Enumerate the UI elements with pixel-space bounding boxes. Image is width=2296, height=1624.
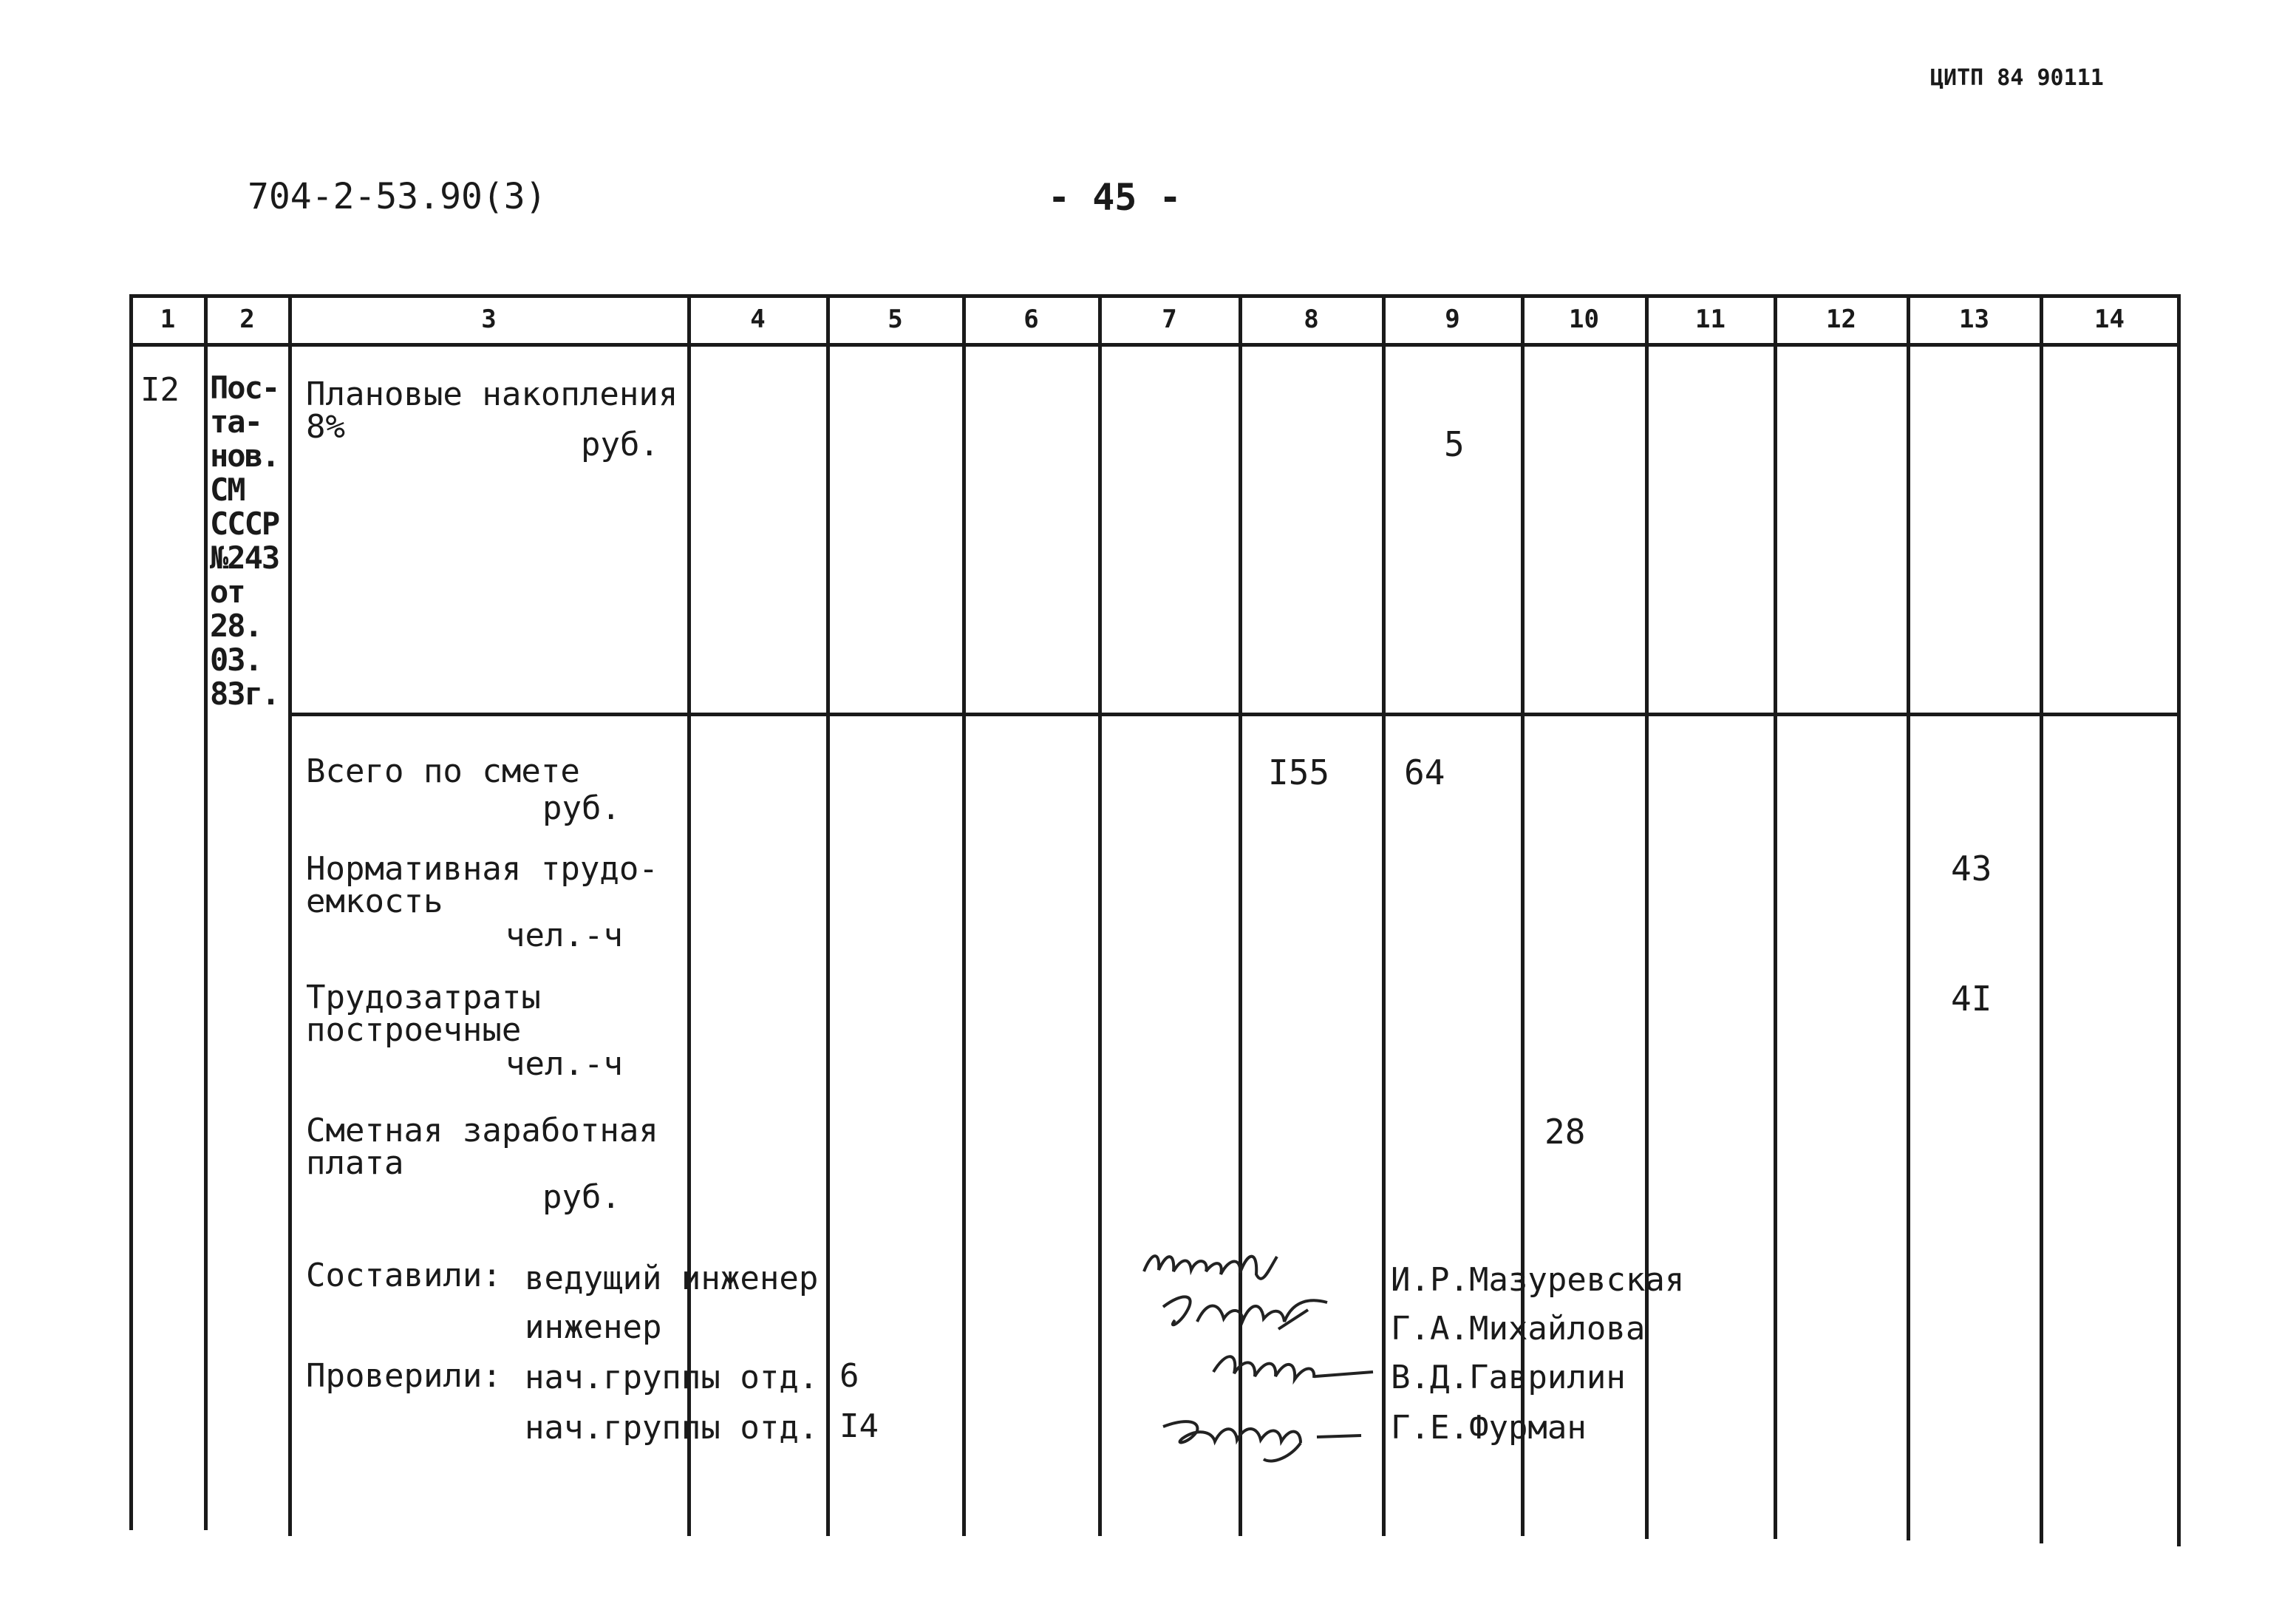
regulation-line: 03. <box>210 642 262 678</box>
regulation-line: та- <box>210 404 262 440</box>
column-number: 10 <box>1569 305 1599 334</box>
regulation-line: от <box>210 574 245 610</box>
normative-labor-label-2: емкость <box>306 883 443 920</box>
planned-savings-percent: 8% <box>306 408 345 446</box>
estimated-wage-label-2: плата <box>306 1144 404 1182</box>
column-number: 12 <box>1826 305 1856 334</box>
compiled-role-engineer: инженер <box>525 1308 662 1346</box>
regulation-line: СССР <box>210 506 279 542</box>
row1-bottom-border <box>290 713 2181 716</box>
construction-labor-label-2: построечные <box>306 1011 522 1049</box>
col-divider-12 <box>1907 294 1910 1540</box>
construction-labor-label: Трудозатраты <box>306 979 541 1016</box>
total-col9: 64 <box>1404 752 1445 792</box>
planned-savings-col9: 5 <box>1444 424 1465 464</box>
compiled-by-label: Составили: <box>306 1257 502 1294</box>
column-number: 7 <box>1162 305 1177 334</box>
regulation-line: №243 <box>210 540 279 576</box>
regulation-line: нов. <box>210 438 279 474</box>
table-right-border <box>2177 294 2181 1546</box>
handwritten-signature-2 <box>1153 1277 1345 1344</box>
compiled-role-lead-engineer: ведущий инженер <box>525 1260 819 1297</box>
signatory-name-4: Г.Е.Фурман <box>1391 1409 1587 1447</box>
checked-by-label: Проверили: <box>306 1357 502 1395</box>
normative-labor-label: Нормативная трудо- <box>306 850 658 888</box>
total-unit: руб. <box>542 789 621 827</box>
column-number: 11 <box>1695 305 1726 334</box>
table-top-border <box>129 294 2181 298</box>
planned-savings-unit: руб. <box>581 426 659 463</box>
regulation-line: 28. <box>210 608 262 644</box>
checked-dept-2: I4 <box>839 1407 879 1445</box>
header-row-border <box>129 343 2181 347</box>
column-number: 14 <box>2094 305 2125 334</box>
regulation-line: Пос- <box>210 370 279 406</box>
col-divider-1 <box>204 294 208 1530</box>
estimated-wage-label: Сметная заработная <box>306 1112 658 1149</box>
column-number: 1 <box>160 305 176 334</box>
archive-code: ЦИТП 84 90111 <box>1930 65 2104 91</box>
total-label: Всего по смете <box>306 752 580 790</box>
signatory-name-1: И.Р.Мазуревская <box>1391 1261 1685 1299</box>
checked-dept-1: 6 <box>839 1357 859 1395</box>
handwritten-signature-4 <box>1153 1394 1374 1475</box>
col-divider-4 <box>826 294 830 1536</box>
col-divider-8 <box>1382 294 1386 1536</box>
page-number: - 45 - <box>1048 176 1182 219</box>
normative-labor-col13: 43 <box>1951 849 1992 889</box>
column-number: 13 <box>1959 305 1989 334</box>
planned-savings-label: Плановые накопления <box>306 376 678 413</box>
regulation-line: 83г. <box>210 676 279 712</box>
row-number: I2 <box>140 371 180 409</box>
col-divider-10 <box>1645 294 1649 1539</box>
total-col8: I55 <box>1268 752 1330 792</box>
document-number: 704-2-53.90(3) <box>248 176 547 217</box>
handwritten-signature-3 <box>1205 1335 1382 1394</box>
construction-labor-unit: чел.-ч <box>505 1045 623 1083</box>
column-number: 5 <box>888 305 903 334</box>
construction-labor-col13: 4I <box>1951 979 1992 1019</box>
estimated-wage-col10: 28 <box>1544 1112 1586 1152</box>
estimated-wage-unit: руб. <box>542 1178 621 1216</box>
col-divider-13 <box>2040 294 2043 1543</box>
table-left-border <box>129 294 133 1530</box>
normative-labor-unit: чел.-ч <box>505 917 623 954</box>
signatory-name-2: Г.А.Михайлова <box>1391 1310 1646 1348</box>
signatory-name-3: В.Д.Гаврилин <box>1391 1359 1626 1396</box>
column-number: 3 <box>481 305 497 334</box>
column-number: 9 <box>1445 305 1460 334</box>
column-number: 2 <box>239 305 255 334</box>
col-divider-9 <box>1521 294 1525 1536</box>
col-divider-11 <box>1774 294 1777 1539</box>
regulation-line: СМ <box>210 472 245 508</box>
column-number: 6 <box>1023 305 1039 334</box>
col-divider-5 <box>962 294 966 1536</box>
column-number: 4 <box>750 305 766 334</box>
checked-role-group-head-2: нач.группы отд. <box>525 1409 819 1447</box>
col-divider-6 <box>1098 294 1102 1536</box>
regulation-reference <box>210 371 291 711</box>
column-number: 8 <box>1304 305 1319 334</box>
checked-role-group-head-1: нач.группы отд. <box>525 1359 819 1396</box>
col-divider-3 <box>687 294 691 1536</box>
